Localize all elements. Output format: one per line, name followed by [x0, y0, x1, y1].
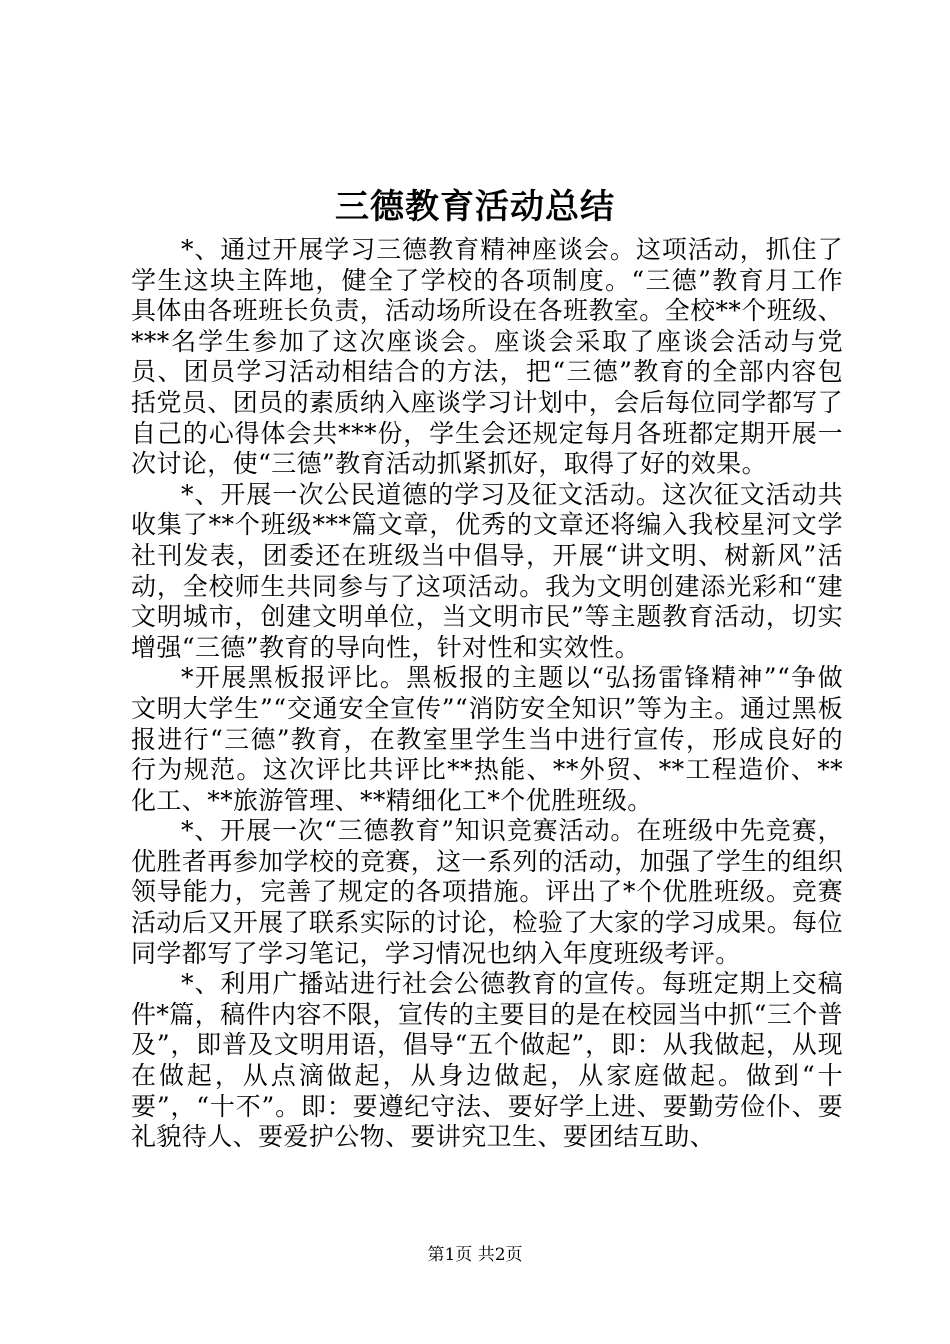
document-body	[131, 235, 843, 1153]
page-footer: 第1页 共2页	[427, 1245, 523, 1265]
paragraph-4: *、开展一次“三德教育”知识竞赛活动。在班级中先竞赛，优胜者再参加学校的竞赛，这一系列的活动，加强了学生的组织领导能力，完善了规定的各项措施。评出了*个优胜班级。竞赛活动后又开展了联系实际的讨论，检验了大家的学习成果。每位同学都写了学习笔记，学习情况也纳入年度班级考评。	[131, 816, 843, 968]
paragraph-2: *、开展一次公民道德的学习及征文活动。这次征文活动共收集了**个班级***篇文章，优秀的文章还将编入我校星河文学社刊发表，团委还在班级当中倡导，开展“讲文明、树新风”活动，全校师生共同参与了这项活动。我为文明创建添光彩和“建文明城市，创建文明单位，当文明市民”等主题教育活动，切实增强“三德”教育的导向性，针对性和实效性。	[131, 479, 843, 662]
paragraph-1: *、通过开展学习三德教育精神座谈会。这项活动，抓住了学生这块主阵地，健全了学校的各项制度。“三德”教育月工作具体由各班班长负责，活动场所设在各班教室。全校**个班级、***名学生参加了这次座谈会。座谈会采取了座谈会活动与党员、团员学习活动相结合的方法，把“三德”教育的全部内容包括党员、团员的素质纳入座谈学习计划中，会后每位同学都写了自己的心得体会共***份，学生会还规定每月各班都定期开展一次讨论，使“三德”教育活动抓紧抓好，取得了好的效果。	[131, 235, 843, 479]
document-title: 三德教育活动总结	[335, 187, 615, 227]
paragraph-5: *、利用广播站进行社会公德教育的宣传。每班定期上交稿件*篇，稿件内容不限，宣传的主要目的是在校园当中抓“三个普及”，即普及文明用语，倡导“五个做起”，即：从我做起，从现在做起，从点滴做起，从身边做起，从家庭做起。做到“十要”，“十不”。即：要遵纪守法、要好学上进、要勤劳俭仆、要礼貌待人、要爱护公物、要讲究卫生、要团结互助、	[131, 969, 843, 1152]
paragraph-3: *开展黑板报评比。黑板报的主题以“弘扬雷锋精神”“争做文明大学生”“交通安全宣传”“消防安全知识”等为主。通过黑板报进行“三德”教育，在教室里学生当中进行宣传，形成良好的行为规范。这次评比共评比**热能、**外贸、**工程造价、**化工、**旅游管理、**精细化工*个优胜班级。	[131, 663, 843, 815]
